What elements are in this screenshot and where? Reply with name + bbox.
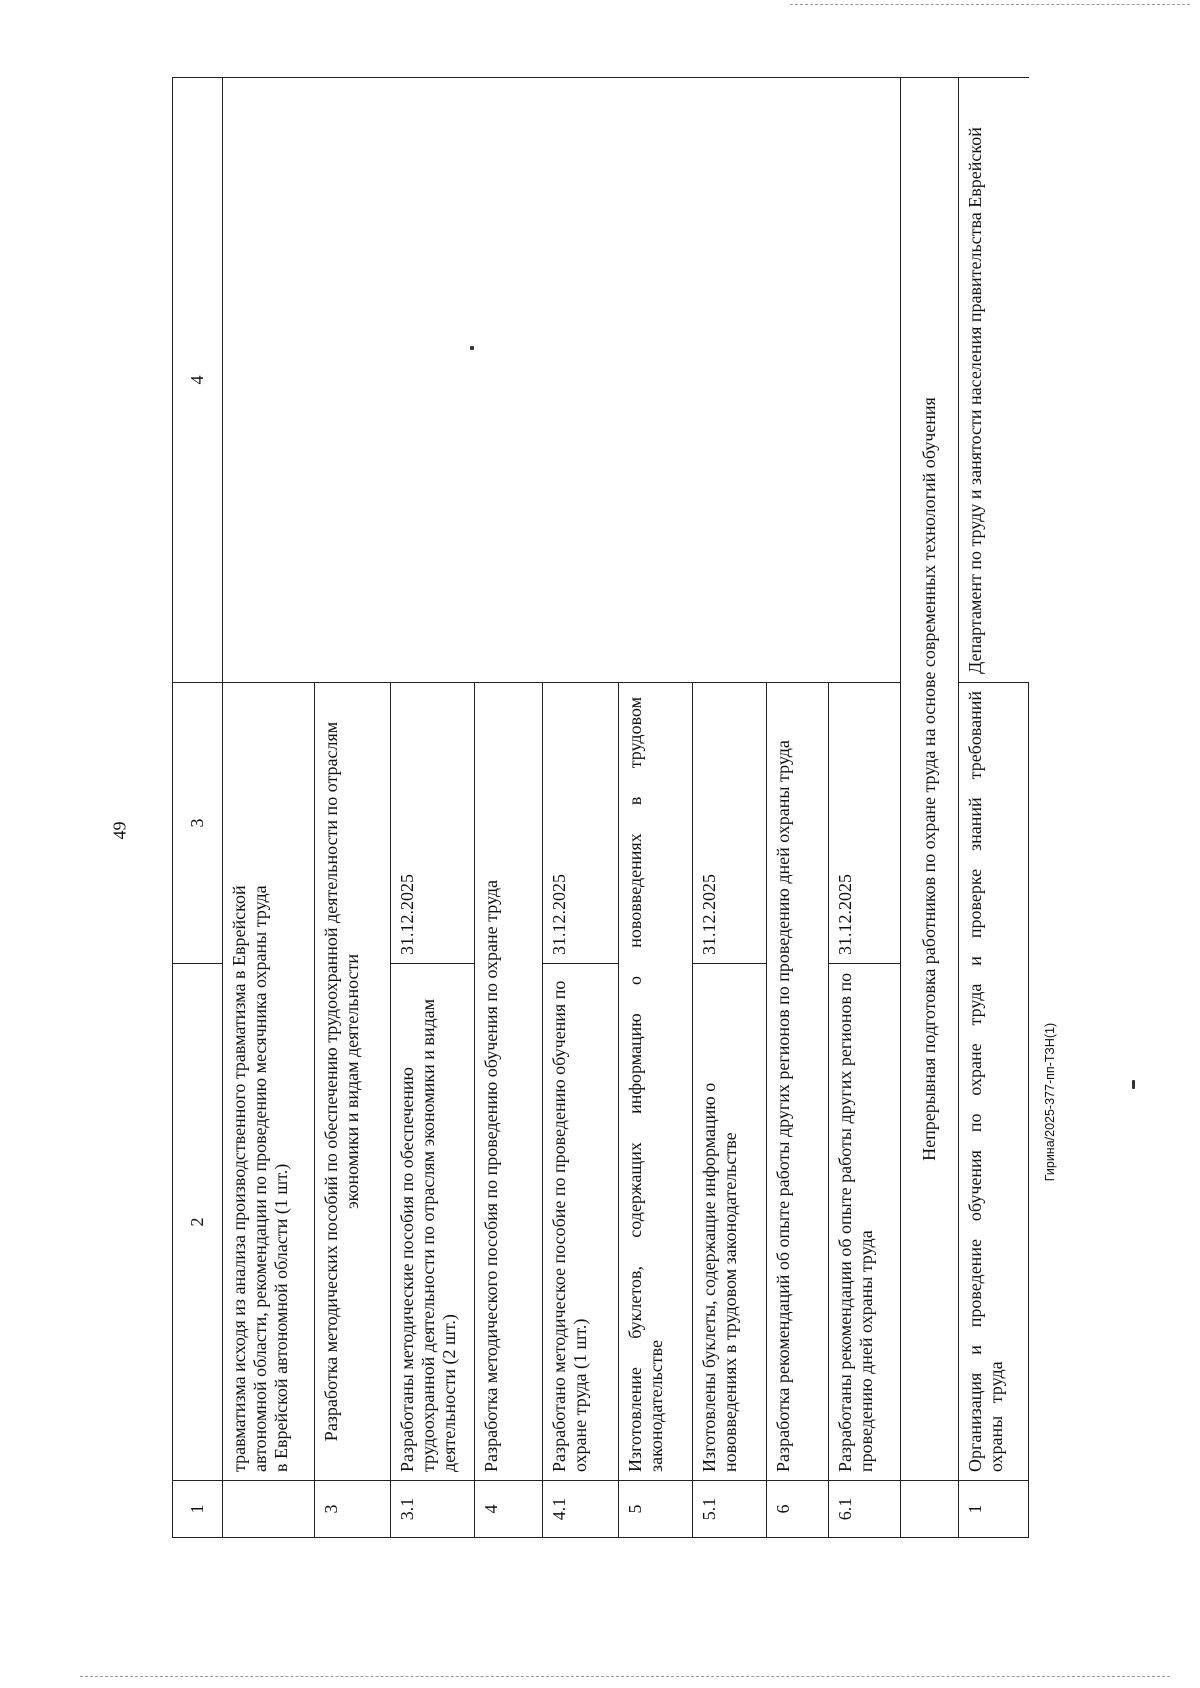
- row-text: Организация и проведение обучения по охране труда и проверке знаний требований охраны труда: [959, 683, 1029, 1481]
- scan-speck: [1132, 1080, 1135, 1089]
- section-number: [901, 1481, 959, 1538]
- table-row: [619, 78, 693, 1538]
- row-responsible: [829, 78, 901, 683]
- row-text: Изготовлены буклеты, содержащие информацию о нововведениях в трудовом законодательстве: [693, 964, 767, 1481]
- table-row: [543, 78, 619, 1538]
- row-number: 3.1: [391, 1481, 475, 1538]
- document-code: Гирина/2025-377-пп-ТЗН(1): [1043, 1022, 1057, 1182]
- section-title: Непрерывная подготовка работников по охране труда на основе современных технологий обучения: [901, 78, 959, 1481]
- row-number: 6.1: [829, 1481, 901, 1538]
- row-number: 5.1: [693, 1481, 767, 1538]
- rotated-table-region: [172, 78, 1092, 1538]
- row-responsible: Департамент по труду и занятости населения правительства Еврейской: [959, 78, 1029, 683]
- table-row: [959, 78, 1029, 1538]
- header-row: [173, 78, 223, 1538]
- row-date: 31.12.2025: [391, 683, 475, 964]
- page-number: 49: [109, 821, 130, 840]
- row-text: травматизма исходя из анализа производственного травматизма в Еврейской автономной области, рекомендации по проведению месячника охраны труда в Еврейской автономной области (1 шт.): [223, 683, 315, 1481]
- header-col-3: 3: [173, 683, 223, 964]
- table-row: [475, 78, 543, 1538]
- row-text: Разработка рекомендаций об опыте работы других регионов по проведению дней охраны труда: [767, 683, 829, 1481]
- row-date: 31.12.2025: [693, 683, 767, 964]
- section-row: [901, 78, 959, 1538]
- row-text: Разработано методическое пособие по проведению обучения по охране труда (1 шт.): [543, 964, 619, 1481]
- row-number: 5: [619, 1481, 693, 1538]
- table-row: [223, 78, 315, 1538]
- plan-table: [172, 77, 1029, 1538]
- row-responsible: [391, 78, 475, 683]
- row-text: Разработка методических пособий по обеспечению трудоохранной деятельности по отраслям экономики и видам деятельности: [315, 683, 391, 1481]
- row-responsible: [543, 78, 619, 683]
- table-row: [767, 78, 829, 1538]
- table-row: [693, 78, 767, 1538]
- scan-edge-bottom: [80, 1676, 1170, 1677]
- table-frame: [172, 78, 1092, 1538]
- row-responsible: [619, 78, 693, 683]
- row-responsible: [475, 78, 543, 683]
- row-responsible: [223, 78, 315, 683]
- table-row: [315, 78, 391, 1538]
- row-responsible: [315, 78, 391, 683]
- row-date: 31.12.2025: [543, 683, 619, 964]
- table-row: [829, 78, 901, 1538]
- row-text: Разработаны рекомендации об опыте работы других регионов по проведению дней охраны труда: [829, 964, 901, 1481]
- table-row: [391, 78, 475, 1538]
- row-number: 4.1: [543, 1481, 619, 1538]
- header-col-1: 1: [173, 1481, 223, 1538]
- row-number: 6: [767, 1481, 829, 1538]
- row-text: Изготовление буклетов, содержащих информацию о нововведениях в трудовом законодательстве: [619, 683, 693, 1481]
- row-number: [223, 1481, 315, 1538]
- header-col-4: 4: [173, 78, 223, 683]
- row-text: Разработка методического пособия по проведению обучения по охране труда: [475, 683, 543, 1481]
- row-number: 4: [475, 1481, 543, 1538]
- row-number: 1: [959, 1481, 1029, 1538]
- row-number: 3: [315, 1481, 391, 1538]
- row-date: 31.12.2025: [829, 683, 901, 964]
- row-text: Разработаны методические пособия по обеспечению трудоохранной деятельности по отраслям экономики и видам деятельности (2 шт.): [391, 964, 475, 1481]
- row-responsible: [693, 78, 767, 683]
- row-responsible: [767, 78, 829, 683]
- scan-edge-top: [790, 4, 1190, 5]
- header-col-2: 2: [173, 964, 223, 1481]
